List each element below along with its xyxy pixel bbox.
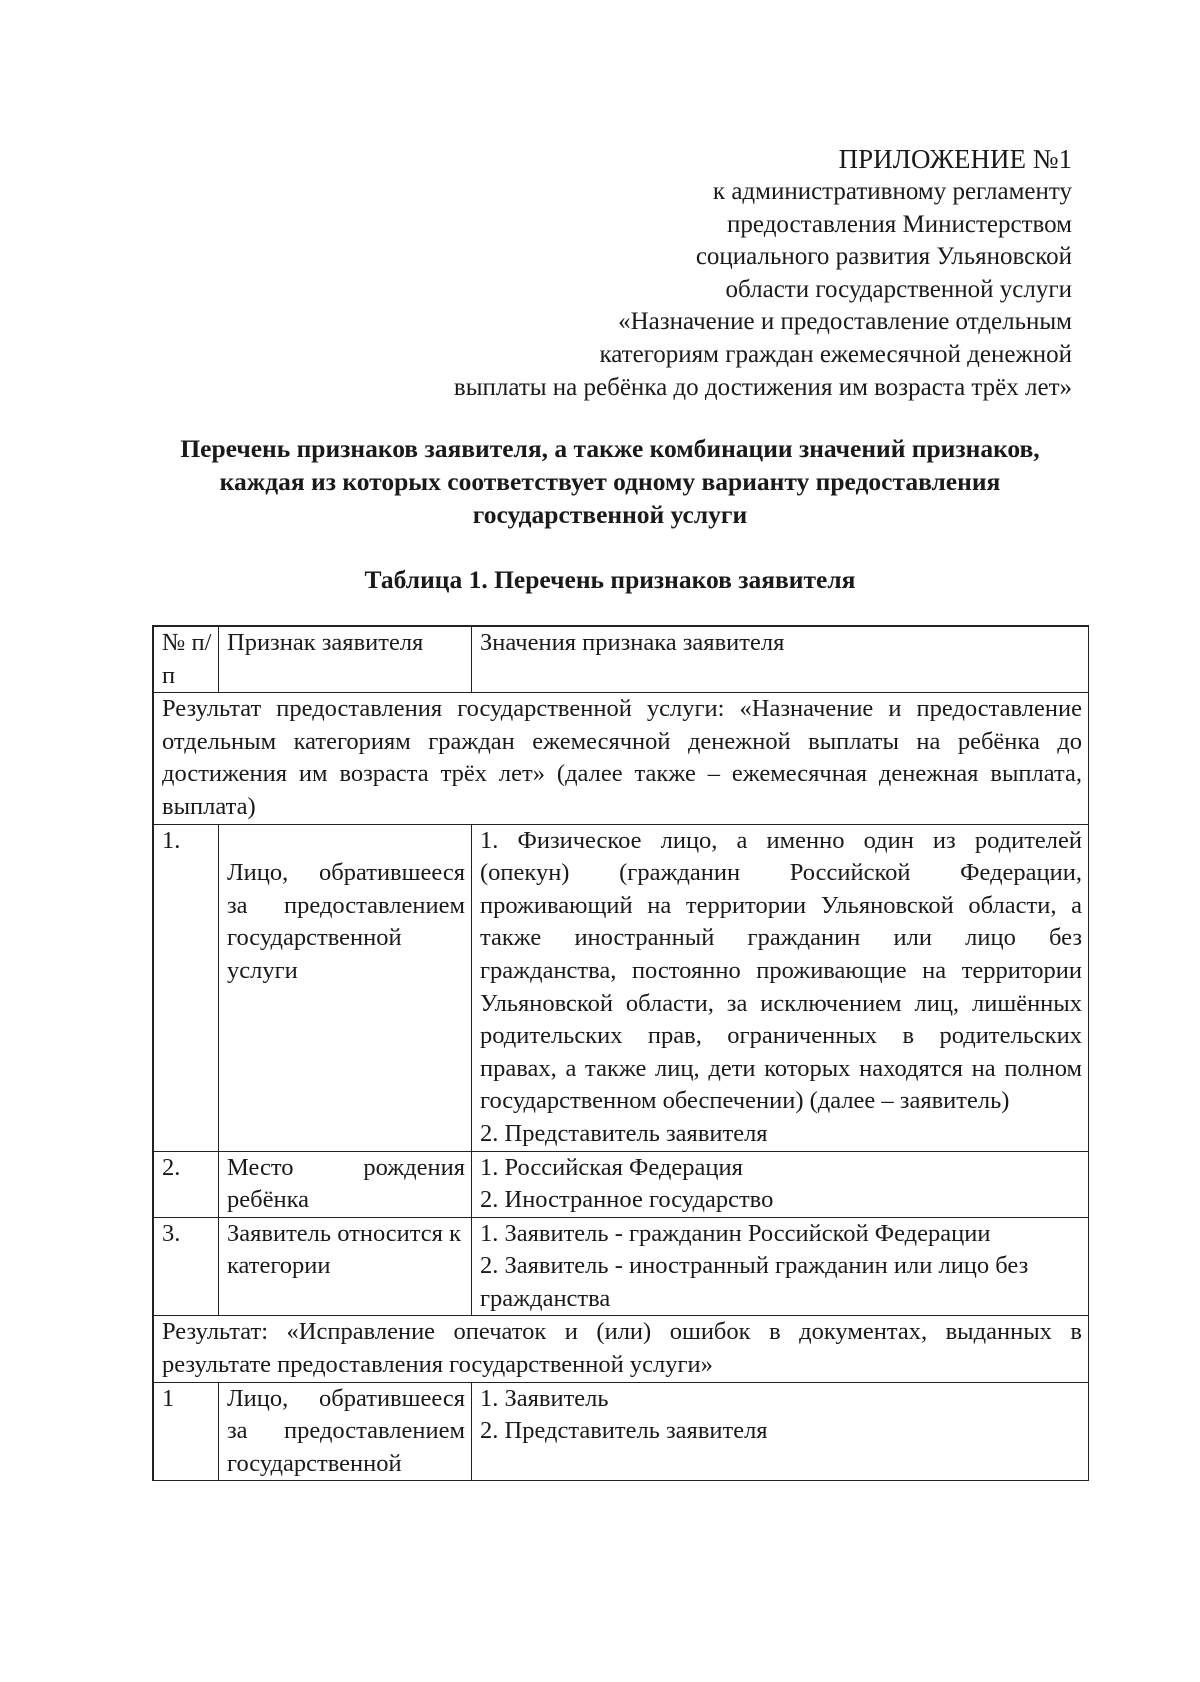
row-values	[472, 1217, 1089, 1316]
document-title-line: Перечень признаков заявителя, а также комбинации значений признаков,	[180, 434, 1040, 463]
row-num: 1	[153, 1382, 219, 1481]
table-row	[153, 1382, 1089, 1481]
value-item: 2. Иностранное государство	[480, 1186, 774, 1214]
row-num: 1.	[153, 824, 219, 1151]
table-section-row	[153, 1316, 1089, 1382]
row-sign: Лицо, обратившееся за предоставлением государственной	[219, 1382, 472, 1481]
table-section-row	[153, 693, 1089, 824]
appendix-line: предоставления Министерством	[727, 210, 1072, 238]
value-item: 1. Заявитель - гражданин Российской Федерации	[480, 1219, 991, 1247]
header-values: Значения признака заявителя	[472, 626, 1089, 693]
appendix-block	[454, 142, 1072, 404]
row-sign: Место рождения ребёнка	[219, 1151, 472, 1217]
appendix-line: категориям граждан ежемесячной денежной	[599, 340, 1072, 368]
document-title-line: государственной услуги	[472, 500, 748, 529]
appendix-line: выплаты на ребёнка до достижения им возраста трёх лет»	[453, 373, 1072, 401]
appendix-line: к административному регламенту	[712, 178, 1072, 205]
table-header-row	[153, 626, 1089, 693]
row-num: 3.	[153, 1217, 219, 1316]
document-title	[120, 432, 1100, 531]
appendix-heading: ПРИЛОЖЕНИЕ №1	[838, 144, 1072, 174]
row-values	[472, 824, 1089, 1151]
row-sign: Лицо, обратившееся за предоставлением государственной услуги	[219, 824, 472, 1151]
table-row	[153, 1151, 1089, 1217]
table-row	[153, 1217, 1089, 1316]
value-item: 2. Заявитель - иностранный гражданин или лицо без гражданства	[480, 1252, 1029, 1312]
appendix-line: социального развития Ульяновской	[695, 243, 1072, 271]
value-item: 1. Заявитель	[480, 1384, 609, 1412]
row-values	[472, 1151, 1089, 1217]
table-row	[153, 824, 1089, 1151]
value-item: 1. Российская Федерация	[480, 1153, 743, 1181]
appendix-line: области государственной услуги	[725, 275, 1072, 303]
applicant-signs-table	[152, 625, 1089, 1481]
table-caption: Таблица 1. Перечень признаков заявителя	[364, 565, 856, 594]
header-sign: Признак заявителя	[219, 626, 472, 693]
value-item: 1. Физическое лицо, а именно один из родителей (опекун) (гражданин Российской Федерации, проживающий на территории Ульяновской области, а также иностранный гражданин или лицо без гражданства, постоянно проживающие на территории Ульяновской области, за исключением лиц, лишённых родительских прав, ограниченных в родительских правах, а также лиц, дети которых находятся на полном государственном обеспечении) (далее – заявитель)	[480, 826, 1082, 1115]
header-num: № п/п	[153, 626, 219, 693]
appendix-line: «Назначение и предоставление отдельным	[618, 308, 1072, 336]
section-result-1: Результат предоставления государственной услуги: «Назначение и предоставление отдельным категориям граждан ежемесячной денежной выплаты на ребёнка до достижения им возраста трёх лет» (далее также – ежемесячная денежная выплата, выплата)	[153, 693, 1089, 824]
row-num: 2.	[153, 1151, 219, 1217]
document-title-line: каждая из которых соответствует одному варианту предоставления	[219, 467, 1001, 496]
row-values	[472, 1382, 1089, 1481]
value-item: 2. Представитель заявителя	[480, 1417, 768, 1445]
row-sign: Заявитель относится к категории	[219, 1217, 472, 1316]
value-item: 2. Представитель заявителя	[480, 1119, 768, 1147]
section-result-2: Результат: «Исправление опечаток и (или) ошибок в документах, выданных в результате предоставления государственной услуги»	[153, 1316, 1089, 1382]
